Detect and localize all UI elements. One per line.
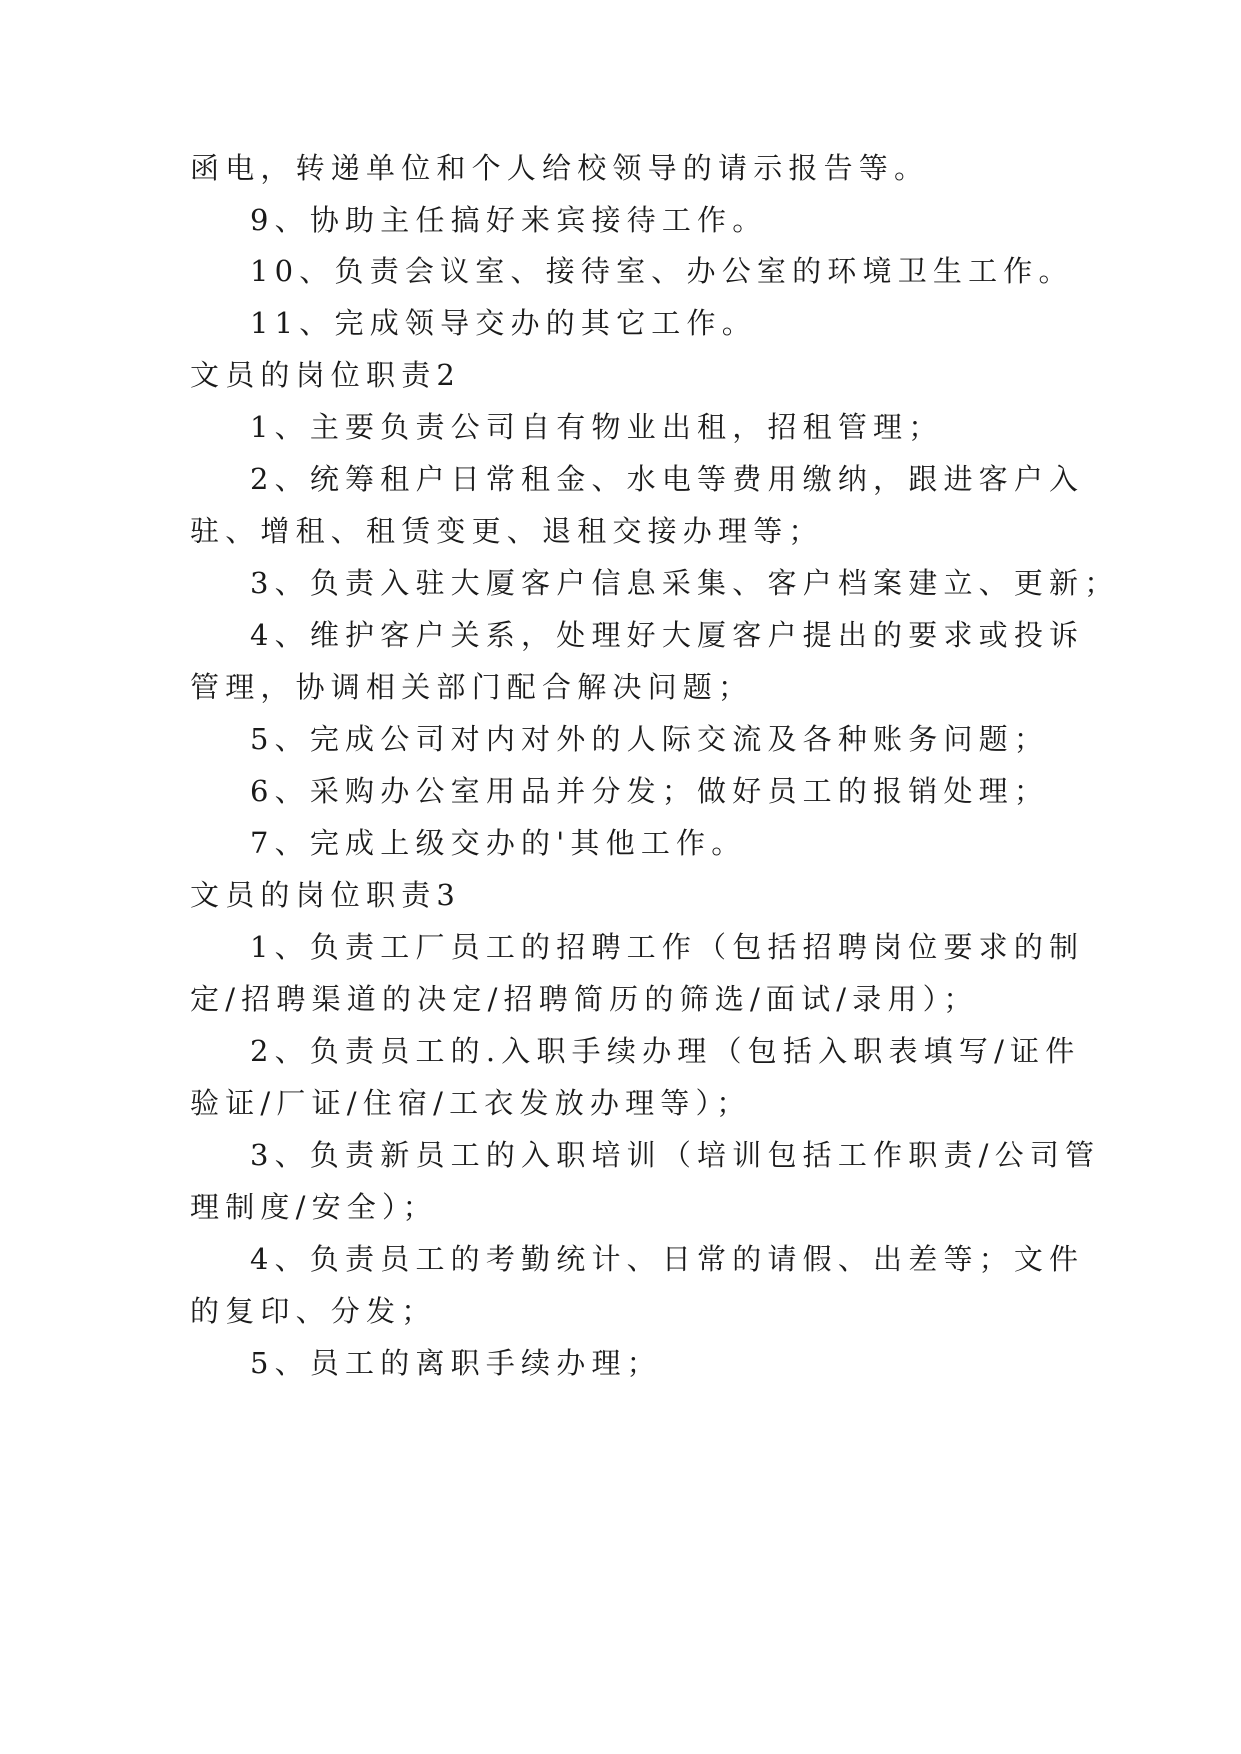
list-item: 10、负责会议室、接待室、办公室的环境卫生工作。 — [250, 254, 1074, 288]
section-heading: 文员的岗位职责2 — [190, 358, 462, 392]
list-item: 4、负责员工的考勤统计、日常的请假、出差等；文件 — [250, 1242, 1085, 1276]
list-item: 3、负责新员工的入职培训（培训包括工作职责/公司管 — [250, 1138, 1101, 1172]
list-item: 1、主要负责公司自有物业出租，招租管理； — [250, 410, 944, 444]
list-item: 5、员工的离职手续办理； — [250, 1346, 662, 1380]
list-item-continuation: 驻、增租、租赁变更、退租交接办理等； — [190, 514, 824, 548]
list-item: 3、负责入驻大厦客户信息采集、客户档案建立、更新； — [250, 566, 1120, 600]
list-item-continuation: 理制度/安全）； — [190, 1190, 438, 1224]
section-heading: 文员的岗位职责3 — [190, 878, 462, 912]
list-item: 11、完成领导交办的其它工作。 — [250, 306, 757, 340]
list-item-continuation: 的复印、分发； — [190, 1294, 437, 1328]
list-item: 2、负责员工的.入职手续办理（包括入职表填写/证件 — [250, 1034, 1081, 1068]
list-item-continuation: 定/招聘渠道的决定/招聘简历的筛选/面试/录用）； — [190, 982, 979, 1016]
list-item: 7、完成上级交办的'其他工作。 — [250, 826, 747, 860]
list-item: 9、协助主任搞好来宾接待工作。 — [250, 203, 768, 237]
list-item: 5、完成公司对内对外的人际交流及各种账务问题； — [250, 722, 1050, 756]
list-item: 2、统筹租户日常租金、水电等费用缴纳，跟进客户入 — [250, 462, 1085, 496]
list-item: 1、负责工厂员工的招聘工作（包括招聘岗位要求的制 — [250, 930, 1085, 964]
paragraph-continuation: 函电，转递单位和个人给校领导的请示报告等。 — [190, 151, 930, 185]
list-item-continuation: 管理，协调相关部门配合解决问题； — [190, 670, 754, 704]
list-item: 6、采购办公室用品并分发；做好员工的报销处理； — [250, 774, 1050, 808]
list-item: 4、维护客户关系，处理好大厦客户提出的要求或投诉 — [250, 618, 1085, 652]
list-item-continuation: 验证/厂证/住宿/工衣发放办理等）； — [190, 1086, 752, 1120]
